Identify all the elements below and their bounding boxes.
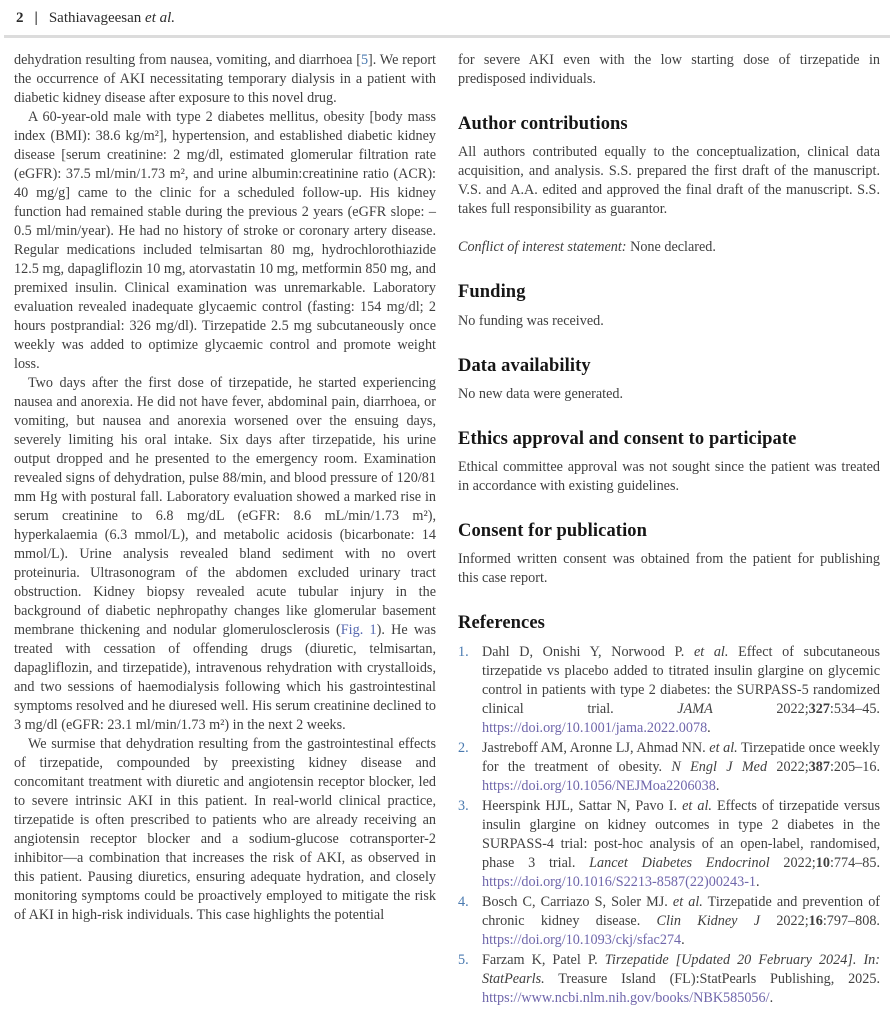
reference-number: 4. <box>458 893 469 910</box>
text-segment: Tirzepatide and prevention of chronic kidney disease. <box>482 893 881 929</box>
doi-link[interactable]: https://doi.org/10.1056/NEJMoa2206038 <box>482 777 716 794</box>
text-segment: ]. We report the occurrence of AKI necessitating temporary dialysis in a patient with diabetic kidney disease after exposure to this novel drug. <box>14 52 436 106</box>
section-heading-data-availability: Data availability <box>458 355 591 376</box>
text-segment: et al. <box>682 797 712 814</box>
reference-text <box>482 893 880 950</box>
reference-number: 2. <box>458 739 469 756</box>
text-segment: A 60-year-old male with type 2 diabetes mellitus, obesity [body mass index (BMI): 38.6 kg/m²], hypertension, and established diabetic kidney disease [serum creatinine: 2 mg/dl, estimated glomerular filtration rate (eGFR): 37.5 ml/min/1.73 m², and urine albumin:creatinine ratio (ACR): 40 mg/g] came to the clinic for a scheduled follow-up. His kidney function had remained stable during the previous 2 years (eGFR slope: –0.5 ml/min/year). He had no history of stroke or coronary artery disease. Regular medications included telmisartan 80 mg, hydrochlorothiazide 12.5 mg, dapagliflozin 10 mg, atorvastatin 10 mg, metformin 850 mg, and premixed insulin. Clinical examination was unremarkable. Laboratory evaluation revealed inadequate glycaemic control (fasting: 154 mg/dl; 2 hours postprandial: 326 mg/dl). Tirzepatide 2.5 mg subcutaneously once weekly was added to optimize glycaemic control and promote weight loss. <box>14 109 436 372</box>
text-segment: 2022; <box>769 854 816 871</box>
text-segment: 10 <box>815 854 830 871</box>
section-heading-references: References <box>458 613 545 634</box>
reference-number: 1. <box>458 643 469 660</box>
text-segment: et al. <box>672 893 703 910</box>
right-column <box>458 51 880 1009</box>
doi-link[interactable]: https://doi.org/10.1016/S2213-8587(22)00243-1 <box>482 873 757 890</box>
text-segment: Conflict of interest statement: <box>458 239 627 256</box>
body-paragraph <box>458 458 880 496</box>
text-segment: . <box>681 931 685 948</box>
header-rule <box>4 35 890 38</box>
text-segment: 387 <box>808 758 830 775</box>
text-segment: Treasure Island (FL):StatPearls Publishing, 2025. <box>544 970 880 987</box>
text-segment: :534–45. <box>829 700 880 717</box>
text-segment: All authors contributed equally to the conceptualization, clinical data acquisition, and analysis. S.S. prepared the first draft of the manuscript. V.S. and A.A. edited and approved the final draft of the manuscript. S.S. takes full responsibility as guarantor. <box>458 144 880 218</box>
text-segment: Jastreboff AM, Aronne LJ, Ahmad NN. <box>482 739 710 756</box>
text-segment: No funding was received. <box>458 312 604 329</box>
header-authors-name: Sathiavageesan <box>48 10 146 26</box>
text-segment: . <box>707 719 711 736</box>
text-segment: Farzam K, Patel P. <box>482 951 605 968</box>
text-segment: :774–85. <box>829 854 880 871</box>
text-segment: :205–16. <box>829 758 881 775</box>
body-paragraph <box>458 385 880 404</box>
text-segment: 2022; <box>767 758 809 775</box>
text-segment: Tirzepatide once weekly for the treatment of obesity. <box>482 739 880 775</box>
body-paragraph <box>458 550 880 588</box>
text-segment: 327 <box>808 700 830 717</box>
text-segment: et al. <box>693 643 729 660</box>
header-authors <box>49 10 175 27</box>
reference-item <box>458 643 880 738</box>
doi-link[interactable]: https://doi.org/10.1001/jama.2022.0078 <box>482 719 708 736</box>
section-heading-ethics-approval: Ethics approval and consent to participate <box>458 428 797 449</box>
section-heading-author-contributions: Author contributions <box>458 114 628 134</box>
text-segment: ). He was treated with cessation of offending drugs (diuretic, telmisartan, dapagliflozin, and tirzepatide), intravenous rehydration with crystalloids, and two sessions of haemodialysis following which his gastrointestinal symptoms resolved and he diuresed well. His serum creatinine declined to 3 mg/dl (eGFR: 23.1 ml/min/1.73 m²) in the next 2 weeks. <box>14 622 436 733</box>
reference-number: 5. <box>458 951 469 968</box>
text-segment: 2022; <box>712 700 809 717</box>
text-segment: N Engl J Med <box>671 758 768 775</box>
reference-number: 3. <box>458 797 469 814</box>
text-segment: Bosch C, Carriazo S, Soler MJ. <box>482 893 673 910</box>
text-segment: Ethical committee approval was not sought since the patient was treated in accordance with existing guidelines. <box>458 459 880 495</box>
text-segment: Heerspink HJL, Sattar N, Pavo I. <box>482 797 683 814</box>
text-segment: Two days after the first dose of tirzepatide, he started experiencing nausea and anorexia. He did not have fever, abdominal pain, diarrhoea, or vomiting, but nausea and anorexia worsened over the ensuing days, severely limiting his oral intake. Six days after tirzepatide, his urine output dropped and he presented to the emergency room. Examination revealed signs of dehydration, pulse 88/min, and blood pressure of 120/81 mm Hg with postural fall. Laboratory evaluation showed a marked rise in serum creatinine to 6.8 mg/dL (eGFR: 8.6 mL/min/1.73 m²), hyperkalaemia (6.3 mmol/L), and metabolic acidosis (bicarbonate: 14 mmol/L). Urine analysis revealed bland sediment with no overt proteinuria. Ultrasonogram of the abdomen excluded urinary tract obstruction. Kidney biopsy revealed acute tubular injury in the background of diabetic nephropathy changes like glomerular basement membrane thickening and nodular glomerulosclerosis ( <box>14 375 436 638</box>
body-paragraph <box>14 108 436 374</box>
reference-item <box>458 797 880 892</box>
reference-item <box>458 951 880 1008</box>
body-paragraph <box>14 374 436 735</box>
reference-item <box>458 739 880 796</box>
text-segment: We surmise that dehydration resulting from the gastrointestinal effects of tirzepatide, compounded by preexisting kidney disease and concomitant treatment with diuretic and angiotensin receptor blocker, led to severe intrinsic AKI in this patient. In real-world clinical practice, tirzepatide is often prescribed to patients who are already receiving an angiotensin receptor blocker and a sodium-glucose cotransporter-2 inhibitor—a combination that increases the risk of AKI, as observed in this patient. Pausing diuretics, ensuring adequate hydration, and closely monitoring symptoms could be proactively employed to mitigate the risk of AKI in high-risk individuals. This case highlights the potential <box>14 736 436 923</box>
text-segment: 16 <box>808 912 823 929</box>
text-segment: JAMA <box>677 700 713 717</box>
text-segment: Effect of subcutaneous tirzepatide vs placebo added to titrated insulin glargine on glycemic control in patients with type 2 diabetes: the SURPASS-5 randomized clinical trial. <box>482 643 880 717</box>
text-segment: Effects of tirzepatide versus insulin glargine on kidney outcomes in type 2 diabetes in the SURPASS-4 trial: post-hoc analysis of an open-label, randomised, phase 3 trial. <box>482 797 880 871</box>
text-segment: et al. <box>709 739 738 756</box>
text-segment: Tirzepatide [Updated 20 February 2024]. In: StatPearls. <box>482 951 880 987</box>
text-segment: Lancet Diabetes Endocrinol <box>589 854 770 871</box>
doi-link[interactable]: https://doi.org/10.1093/ckj/sfac274 <box>482 931 682 948</box>
text-segment: Dahl D, Onishi Y, Norwood P. <box>482 643 694 660</box>
text-segment: . <box>756 873 760 890</box>
header-separator: | <box>34 10 38 26</box>
text-segment: Informed written consent was obtained from the patient for publishing this case report. <box>458 551 880 587</box>
text-segment: No new data were generated. <box>458 385 624 402</box>
left-column <box>14 51 436 1009</box>
page-number: 2 <box>16 10 24 26</box>
text-segment: . <box>769 989 774 1006</box>
reference-text <box>482 739 880 796</box>
text-segment: 2022; <box>760 912 809 929</box>
reference-text <box>482 643 880 738</box>
reference-text <box>482 797 880 892</box>
text-segment: Clin Kidney J <box>656 912 761 929</box>
text-segment: :797–808. <box>822 912 880 929</box>
doi-link[interactable]: https://www.ncbi.nlm.nih.gov/books/NBK585056/ <box>482 989 770 1006</box>
body-paragraph <box>458 312 880 331</box>
text-segment: . <box>715 777 720 794</box>
body-paragraph <box>14 51 436 108</box>
text-segment: dehydration resulting from nausea, vomiting, and diarrhoea [ <box>14 52 361 68</box>
citation-5-link[interactable]: 5 <box>360 52 369 68</box>
conflict-of-interest-statement <box>458 238 880 257</box>
references-list <box>458 643 880 1008</box>
header-authors-etal: et al. <box>145 10 176 26</box>
body-paragraph <box>458 143 880 219</box>
two-column-body <box>14 51 880 1009</box>
body-paragraph <box>14 735 436 925</box>
section-heading-consent-for-publication: Consent for publication <box>458 521 648 542</box>
reference-item <box>458 893 880 950</box>
section-heading-funding: Funding <box>458 282 526 303</box>
body-paragraph <box>458 51 880 89</box>
figure-1-link[interactable]: Fig. 1 <box>340 622 377 638</box>
text-segment: None declared. <box>626 239 716 256</box>
text-segment: for severe AKI even with the low starting dose of tirzepatide in predisposed individuals. <box>458 52 880 87</box>
running-header <box>14 10 880 27</box>
reference-text <box>482 951 880 1008</box>
